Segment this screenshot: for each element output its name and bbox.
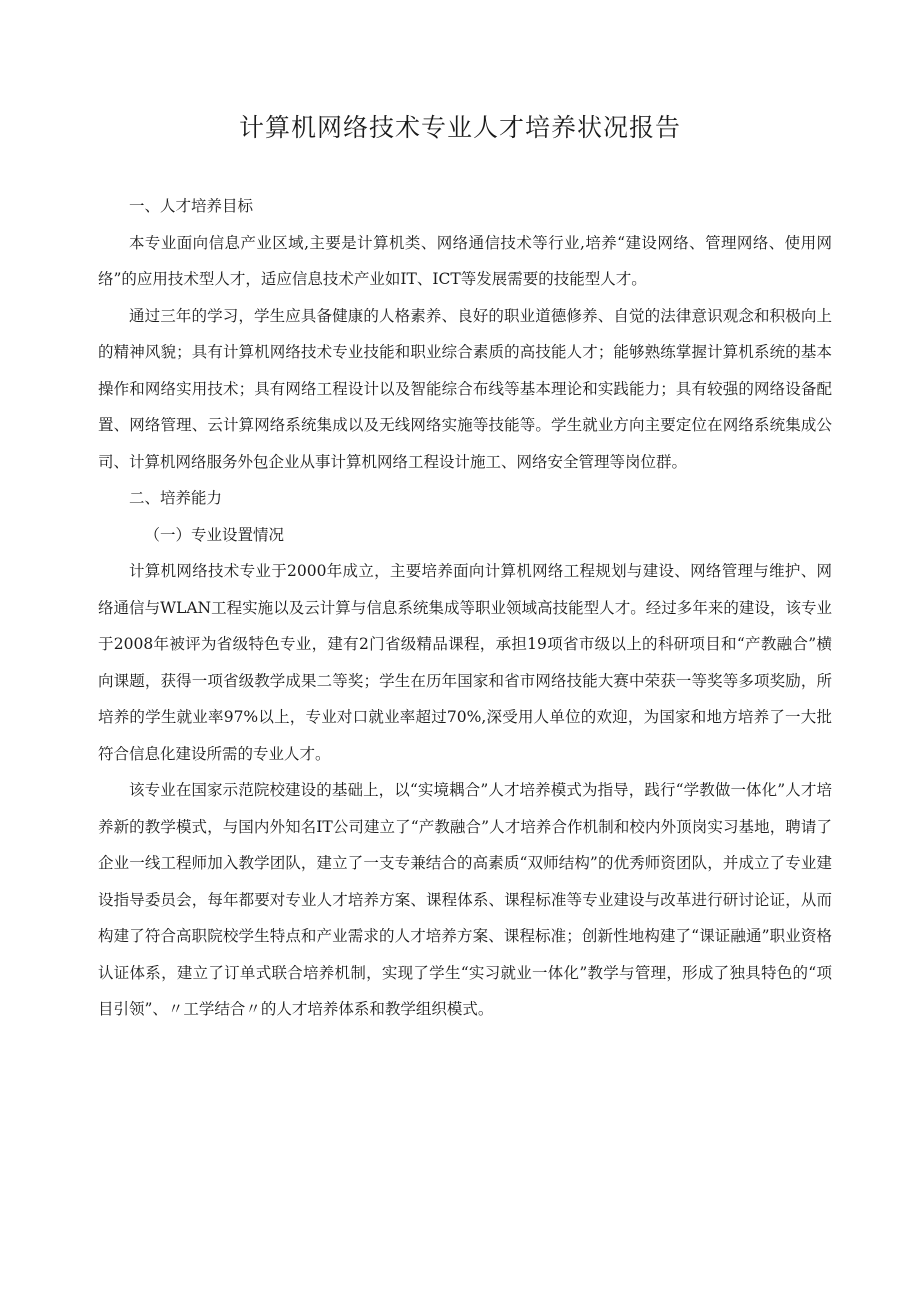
document-body [98, 188, 832, 1028]
section-heading-talent-goals: 一、人才培养目标 [129, 197, 254, 215]
document-title: 计算机网络技术专业人才培养状况报告 [238, 113, 681, 142]
paragraph: 本专业面向信息产业区域,主要是计算机类、网络通信技术等行业,培养“建设网络、管理网络、使用网络”的应用技术型人才，适应信息技术产业如IT、ICT等发展需要的技能型人才。 [98, 233, 832, 288]
paragraph: 该专业在国家示范院校建设的基础上，以“实境耦合”人才培养模式为指导，践行“学教做一体化”人才培养新的教学模式，与国内外知名IT公司建立了“产教融合”人才培养合作机制和校内外顶岗实习基地，聘请了企业一线工程师加入教学团队，建立了一支专兼结合的高素质“双师结构”的优秀师资团队，并成立了专业建设指导委员会，每年都要对专业人才培养方案、课程体系、课程标准等专业建设与改革进行研讨论证，从而构建了符合高职院校学生特点和产业需求的人才培养方案、课程标准；创新性地构建了“课证融通”职业资格认证体系，建立了订单式联合培养机制，实现了学生“实习就业一体化”教学与管理，形成了独具特色的“项目引领”、〃工学结合〃的人才培养体系和教学组织模式。 [98, 781, 832, 1018]
paragraph: 通过三年的学习，学生应具备健康的人格素养、良好的职业道德修养、自觉的法律意识观念和积极向上的精神风貌；具有计算机网络技术专业技能和职业综合素质的高技能人才；能够熟练掌握计算机系统的基本操作和网络实用技术；具有网络工程设计以及智能综合布线等基本理论和实践能力；具有较强的网络设备配置、网络管理、云计算网络系统集成以及无线网络实施等技能等。学生就业方向主要定位在网络系统集成公司、计算机网络服务外包企业从事计算机网络工程设计施工、网络安全管理等岗位群。 [98, 306, 832, 471]
section-heading-training-ability: 二、培养能力 [129, 489, 223, 507]
subsection-heading-program-setup: （一）专业设置情况 [144, 525, 285, 544]
paragraph: 计算机网络技术专业于2000年成立，主要培养面向计算机网络工程规划与建设、网络管理与维护、网络通信与WLAN工程实施以及云计算与信息系统集成等职业领域高技能型人才。经过多年来的建设，该专业于2008年被评为省级特色专业，建有2门省级精品课程，承担19项省市级以上的科研项目和“产教融合”横向课题，获得一项省级教学成果二等奖；学生在历年国家和省市网络技能大赛中荣获一等奖等多项奖励，所培养的学生就业率97%以上，专业对口就业率超过70%,深受用人单位的欢迎，为国家和地方培养了一大批符合信息化建设所需的专业人才。 [98, 562, 832, 763]
